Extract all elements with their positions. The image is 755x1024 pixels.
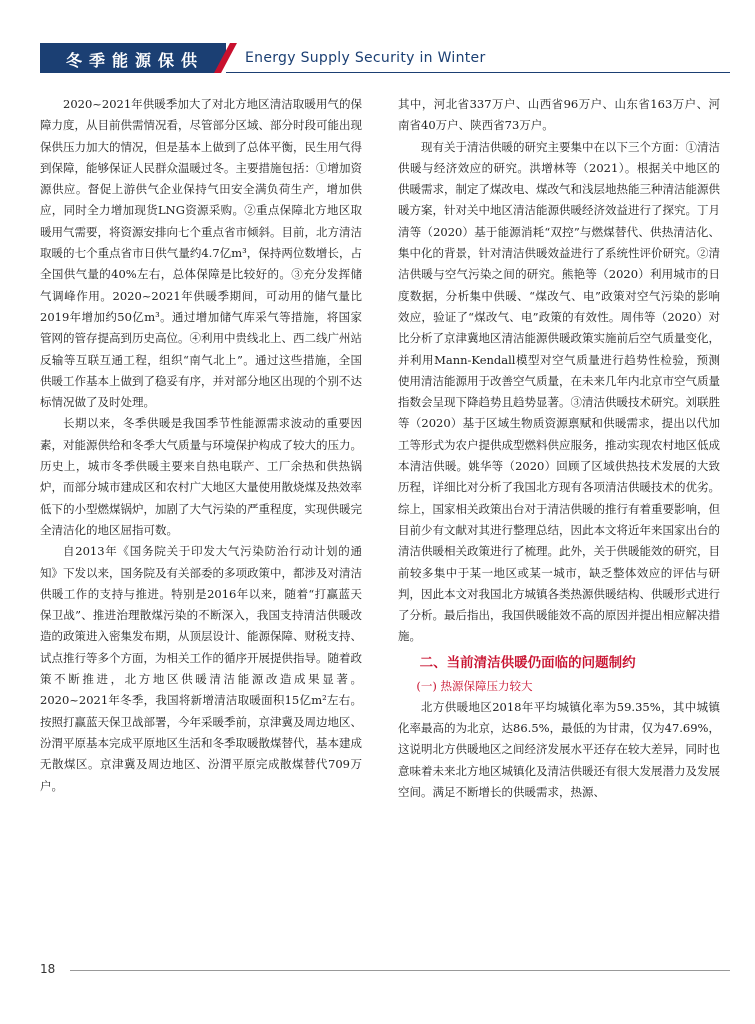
paragraph: 北方供暖地区2018年平均城镇化率为59.35%，其中城镇化率最高的为北京，达86.5%，最低的为甘肃，仅为47.69%，这说明北方供暖地区之间经济发展水平还存在较大差异，同时也意味着未来北方地区城镇化及清洁供暖还有很大发展潜力及发展空间。满足不断增长的供暖需求，热源、 <box>398 699 720 799</box>
header-rule <box>226 72 730 73</box>
paragraph: 自2013年《国务院关于印发大气污染防治行动计划的通知》下发以来，国务院及有关部委的多项政策中，都涉及对清洁供暖工作的支持与推进。特别是2016年以来，随着“打赢蓝天保卫战”、推进治理散煤污染的不断深入，我国支持清洁供暖改造的政策进入密集发布期，从顶层设计、能源保障、财税支持、试点推行等多个方面，为相关工作的循序开展提供指导。随着政策不断推进，北方地区供暖清洁能源改造成果显著。2020~2021年冬季，我国将新增清洁取暖面积15亿m²左右。按照打赢蓝天保卫战部署，今年采暖季前，京津冀及周边地区、汾渭平原基本完成平原地区生活和冬季取暖散煤替代，基本建成无散煤区。京津冀及周边地区、汾渭平原完成散煤替代709万户。 <box>40 544 362 793</box>
header-zh-title: 冬季能源保供 <box>66 51 205 70</box>
paragraph: 现有关于清洁供暖的研究主要集中在以下三个方面：①清洁供暖与经济效应的研究。洪增林等（2021）。根据关中地区的供暖需求，制定了煤改电、煤改气和浅层地热能三种清洁能源供暖方案，针对关中地区清洁能源供暖经济效益进行了探究。丁月清等（2020）基于能源消耗“双控”与燃煤替代、供热清洁化、集中化的背景，针对清洁供暖效益进行了系统性评价研究。②清洁供暖与空气污染之间的研究。熊艳等（2020）利用城市的日度数据，分析集中供暖、“煤改气、电”政策对空气污染的影响效应，验证了“煤改气、电”政策的有效性。周伟等（2020）对比分析了京津冀地区清洁能源供暖政策实施前后空气质量变化，并利用Mann-Kendall模型对空气质量进行趋势性检验，预测使用清洁能源用于改善空气质量，在未来几年内北京市空气质量指数会呈现下降趋势且趋势显著。③清洁供暖技术研究。刘联胜等（2020）基于区域生物质资源禀赋和供暖需求，提出以代加工等形式为农户提供成型燃料供应服务，推动实现农村地区低成本清洁供暖。姚华等（2020）回顾了区域供热技术发展的大致历程，详细比对分析了我国北方现有各项清洁供暖技术的优劣。综上，国家相关政策出台对于清洁供暖的推行有着重要影响，但目前少有文献对其进行整理总结，因此本文将近年来国家出台的清洁供暖相关政策进行了梳理。此外，关于供暖能效的研究，目前较多集中于某一地区或某一城市，缺乏整体效应的评估与研判，因此本文对我国北方城镇各类热源供暖结构、供暖形式进行了分析。最后指出，我国供暖能效不高的原因并提出相应解决措施。 <box>398 139 720 644</box>
paragraph-continued: 其中，河北省337万户、山西省96万户、山东省163万户、河南省40万户、陕西省73万户。 <box>398 97 720 133</box>
paragraph: 长期以来，冬季供暖是我国季节性能源需求波动的重要因素，对能源供给和冬季大气质量与环境保护构成了较大的压力。历史上，城市冬季供暖主要来自热电联产、工厂余热和供热锅炉，而部分城市建成区和农村广大地区大量使用散烧煤及热效率低下的小型燃煤锅炉，加剧了大气污染的严重程度，实现供暖完全清洁化的地区屈指可数。 <box>40 416 362 537</box>
paragraph: 2020~2021年供暖季加大了对北方地区清洁取暖用气的保障力度，从目前供需情况看，尽管部分区域、部分时段可能出现保供压力加大的情况，但是基本上做到了总体平衡，民生用气得到保障，能够保证人民群众温暖过冬。主要措施包括：①增加资源供应。督促上游供气企业保持气田安全满负荷生产，增加供应，同时全力增加现货LNG资源采购。②重点保障北方地区取暖用气需要，将资源安排向七个重点省市倾斜。目前，北方清洁取暖的七个重点省市日供气量约4.7亿m³，保持两位数增长，占全国供气量的40%左右，总体保障是比较好的。③充分发挥储气调峰作用。2020~2021年供暖季期间，可动用的储气量比2019年增加约50亿m³。通过增加储气库采气等措施，将国家管网的管存提高到历史高位。④利用中贵线北上、西二线广州站反输等互联互通工程，组织“南气北上”。通过这些措施，全国供暖工作基本上做到了稳妥有序，并对部分地区出现的个别不达标情况做了及时处理。 <box>40 97 362 410</box>
header-en-title: Energy Supply Security in Winter <box>245 50 486 66</box>
footer-rule <box>70 970 730 971</box>
right-column <box>398 94 720 803</box>
header-title-block <box>40 43 226 73</box>
section-heading: 二、当前清洁供暖仍面临的问题制约 <box>419 654 636 671</box>
page-header <box>40 43 730 73</box>
subsection-heading: (一) 热源保障压力较大 <box>416 678 533 693</box>
left-column <box>40 94 362 797</box>
page-number: 18 <box>40 962 56 976</box>
